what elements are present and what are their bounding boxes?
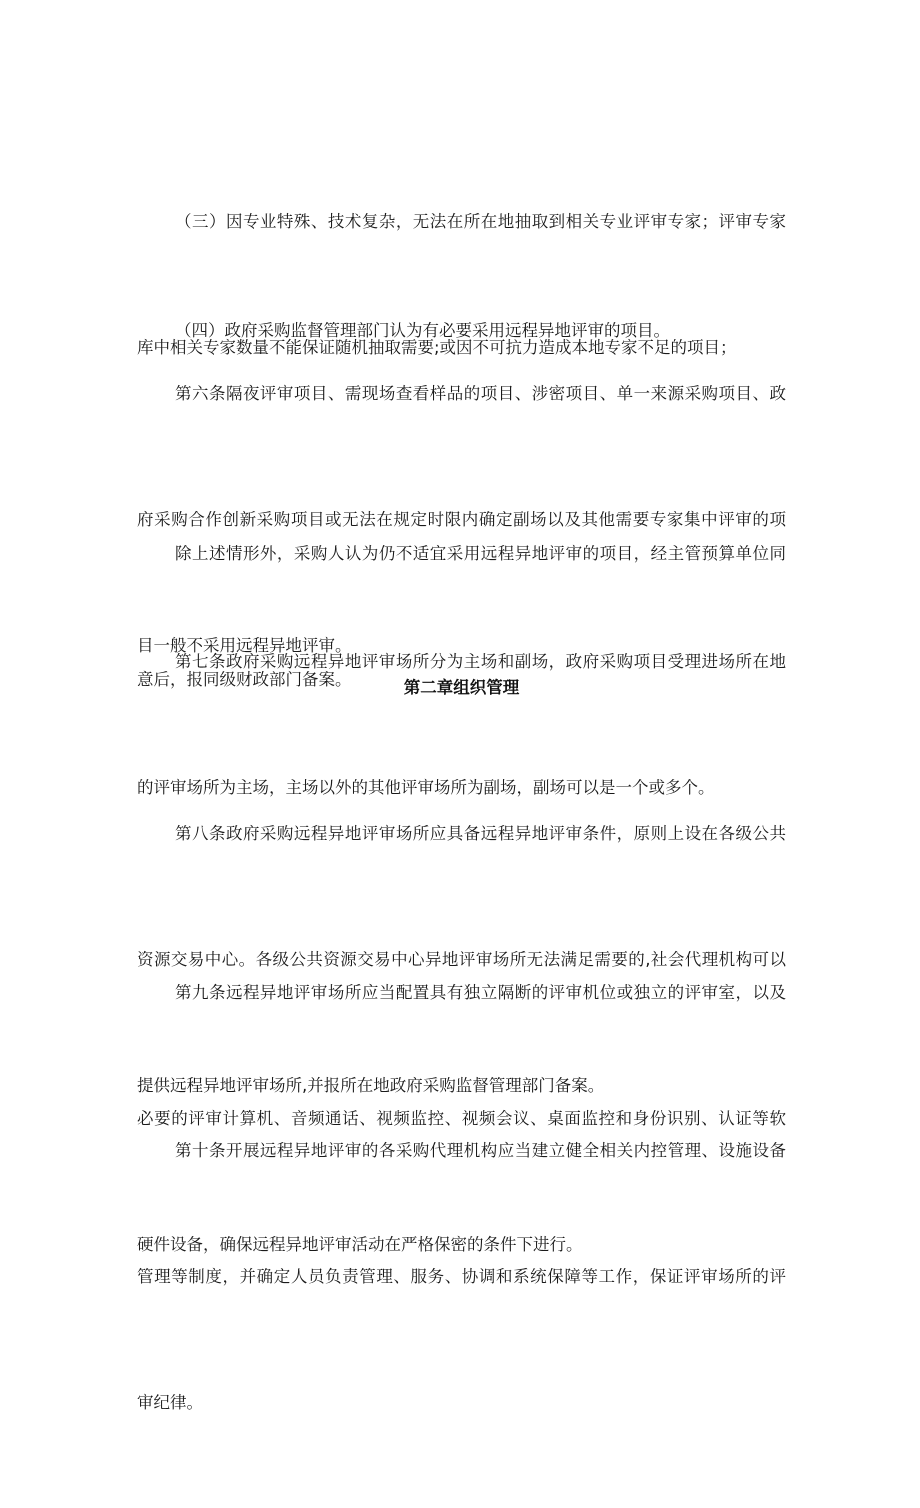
text-line: 除上述情形外，采购人认为仍不适宜采用远程异地评审的项目，经主管预算单位同 [175, 544, 786, 563]
paragraph-article-10 [137, 1046, 786, 1508]
chapter-heading: 第二章组织管理 [403, 678, 520, 697]
text-line: 提供远程异地评审场所,并报所在地政府采购监督管理部门备案。 [137, 1076, 605, 1095]
text-line: 第六条隔夜评审项目、需现场查看样品的项目、涉密项目、单一来源采购项目、政 [175, 384, 786, 403]
text-line: 必要的评审计算机、音频通话、视频监控、视频会议、桌面监控和身份识别、认证等软 [137, 1109, 786, 1128]
text-line: 的评审场所为主场，主场以外的其他评审场所为副场，副场可以是一个或多个。 [137, 778, 715, 797]
text-line: 管理等制度，并确定人员负责管理、服务、协调和系统保障等工作，保证评审场所的评 [137, 1267, 786, 1286]
text-line: 第八条政府采购远程异地评审场所应具备远程异地评审条件，原则上设在各级公共 [175, 824, 786, 843]
text-line: 第七条政府采购远程异地评审场所分为主场和副场，政府采购项目受理进场所在地 [175, 652, 786, 671]
text-line: 意后，报同级财政部门备案。 [137, 670, 352, 689]
text-line: 目一般不采用远程异地评审。 [137, 636, 352, 655]
text-line: 资源交易中心。各级公共资源交易中心异地评审场所无法满足需要的,社会代理机构可以 [137, 950, 786, 969]
text-line: 库中相关专家数量不能保证随机抽取需要;或因不可抗力造成本地专家不足的项目； [137, 338, 737, 357]
text-line: （三）因专业特殊、技术复杂，无法在所在地抽取到相关专业评审专家；评审专家 [175, 212, 786, 231]
text-line: 第九条远程异地评审场所应当配置具有独立隔断的评审机位或独立的评审室，以及 [175, 983, 786, 1002]
text-line: 硬件设备，确保远程异地评审活动在严格保密的条件下进行。 [137, 1235, 583, 1254]
text-line: 府采购合作创新采购项目或无法在规定时限内确定副场以及其他需要专家集中评审的项 [137, 510, 786, 529]
text-line: （四）政府采购监督管理部门认为有必要采用远程异地评审的项目。 [175, 321, 670, 340]
text-line: 审纪律。 [137, 1393, 203, 1412]
text-line: 第十条开展远程异地评审的各采购代理机构应当建立健全相关内控管理、设施设备 [175, 1141, 786, 1160]
